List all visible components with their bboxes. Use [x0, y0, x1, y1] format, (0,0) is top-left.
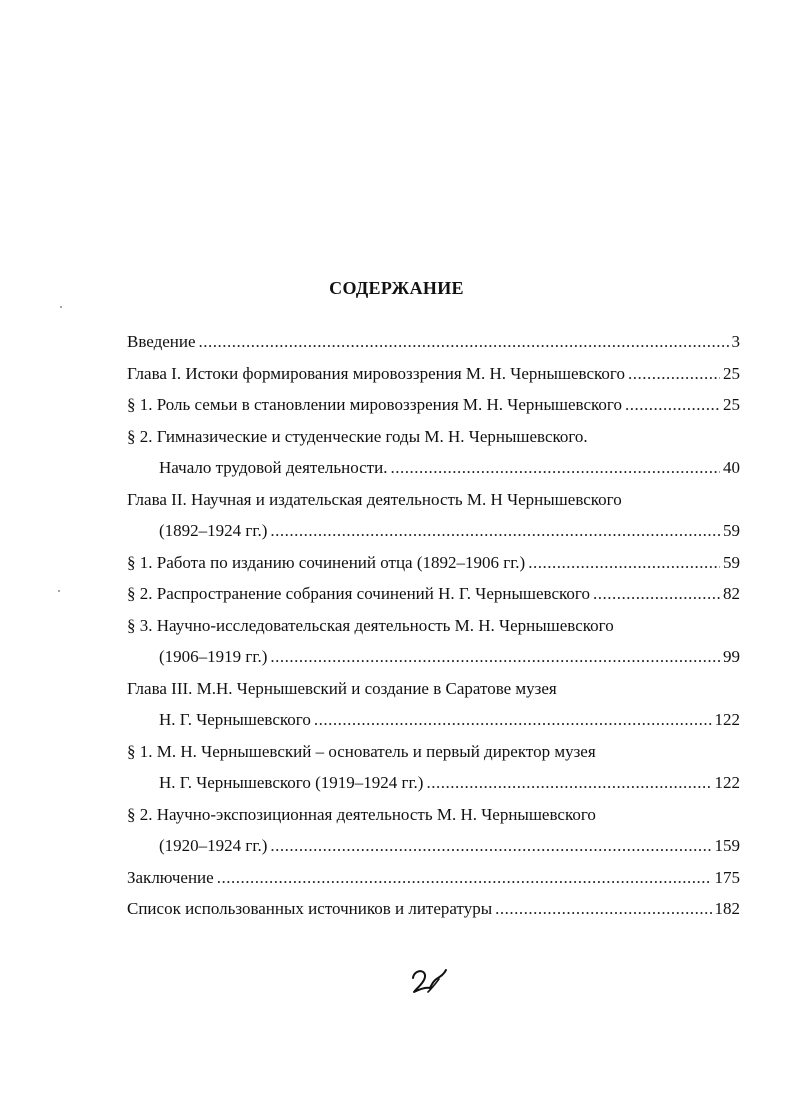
toc-entry-title: Список использованных источников и литературы: [127, 899, 493, 918]
toc-entry-chapter-1[interactable]: [127, 358, 740, 390]
toc-entry-title-cont: (1920–1924 гг.): [159, 836, 268, 855]
toc-entry-chapter-2-cont[interactable]: [127, 515, 740, 547]
toc-entry-title-cont: Начало трудовой деятельности.: [159, 458, 388, 477]
toc-entry-ch2-section-1[interactable]: [127, 547, 740, 579]
toc-page-number: 82: [723, 584, 740, 603]
dot-leader: [314, 704, 712, 736]
toc-entry-ch1-section-2-cont[interactable]: [127, 452, 740, 484]
toc-entry-chapter-2[interactable]: [127, 484, 740, 516]
toc-page-number: 175: [714, 867, 740, 887]
toc-entry-title-cont: (1906–1919 гг.): [159, 647, 268, 666]
dot-leader: [270, 515, 720, 547]
toc-page-number: 3: [731, 332, 740, 351]
page-title: СОДЕРЖАНИЕ: [329, 278, 464, 298]
toc-entry-title: § 2. Научно-экспозиционная деятельность М. Н. Чернышевского: [127, 804, 596, 824]
toc-page-number: 59: [723, 552, 740, 572]
scan-speck: [58, 590, 60, 592]
toc-entry-ch1-section-1[interactable]: [127, 389, 740, 421]
dot-leader: [495, 893, 711, 925]
toc-entry-title: Глава III. М.Н. Чернышевский и создание в Саратове музея: [127, 678, 557, 698]
toc-entry-ch3-section-1[interactable]: [127, 736, 740, 768]
toc-page-number: 182: [714, 899, 740, 918]
dot-leader: [628, 358, 720, 390]
toc-entry-chapter-3[interactable]: [127, 673, 740, 705]
toc-entry-title: § 1. Роль семьи в становлении мировоззрения М. Н. Чернышевского: [127, 395, 622, 414]
toc-entry-ch2-section-3[interactable]: [127, 610, 740, 642]
dot-leader: [199, 326, 729, 358]
toc-entry-ch2-section-2[interactable]: [127, 578, 740, 610]
dot-leader: [528, 547, 720, 579]
scan-speck: [60, 306, 62, 308]
toc-entry-title: Глава I. Истоки формирования мировоззрения М. Н. Чернышевского: [127, 363, 625, 383]
dot-leader: [426, 767, 711, 799]
toc-entry-title: § 2. Гимназические и студенческие годы М. Н. Чернышевского.: [127, 426, 588, 446]
toc-entry-ch3-section-1-cont[interactable]: [127, 767, 740, 799]
toc-page-number: 59: [723, 521, 740, 540]
toc-entry-title-cont: Н. Г. Чернышевского: [159, 710, 311, 729]
toc-entry-title-cont: Н. Г. Чернышевского (1919–1924 гг.): [159, 773, 424, 792]
toc-entry-title: § 1. М. Н. Чернышевский – основатель и первый директор музея: [127, 741, 596, 761]
toc-page-number: 99: [723, 647, 740, 666]
dot-leader: [270, 641, 720, 673]
table-of-contents: [127, 326, 740, 925]
toc-entry-title: § 3. Научно-исследовательская деятельность М. Н. Чернышевского: [127, 615, 614, 635]
toc-entry-title: § 2. Распространение собрания сочинений Н. Г. Чернышевского: [127, 584, 590, 603]
toc-page-number: 122: [714, 710, 740, 729]
toc-entry-title: Введение: [127, 332, 196, 351]
toc-entry-title-cont: (1892–1924 гг.): [159, 521, 268, 540]
toc-entry-introduction[interactable]: [127, 326, 740, 358]
dot-leader: [270, 830, 711, 862]
toc-entry-title: § 1. Работа по изданию сочинений отца (1892–1906 гг.): [127, 552, 526, 572]
dot-leader: [390, 452, 720, 484]
dot-leader: [625, 389, 720, 421]
toc-page-number: 40: [723, 458, 740, 477]
dot-leader: [217, 862, 712, 894]
toc-entry-title: Заключение: [127, 867, 214, 887]
dot-leader: [593, 578, 720, 610]
toc-entry-chapter-3-cont[interactable]: [127, 704, 740, 736]
toc-page-number: 122: [714, 773, 740, 792]
toc-entry-bibliography[interactable]: [127, 893, 740, 925]
toc-entry-ch2-section-3-cont[interactable]: [127, 641, 740, 673]
handwritten-page-number-icon: [408, 966, 448, 996]
toc-page-number: 25: [723, 395, 740, 414]
toc-entry-title: Глава II. Научная и издательская деятельность М. Н Чернышевского: [127, 489, 622, 509]
toc-page-number: 25: [723, 363, 740, 383]
toc-page-number: 159: [714, 836, 740, 855]
toc-entry-ch1-section-2[interactable]: [127, 421, 740, 453]
toc-entry-conclusion[interactable]: [127, 862, 740, 894]
toc-entry-ch3-section-2[interactable]: [127, 799, 740, 831]
toc-entry-ch3-section-2-cont[interactable]: [127, 830, 740, 862]
